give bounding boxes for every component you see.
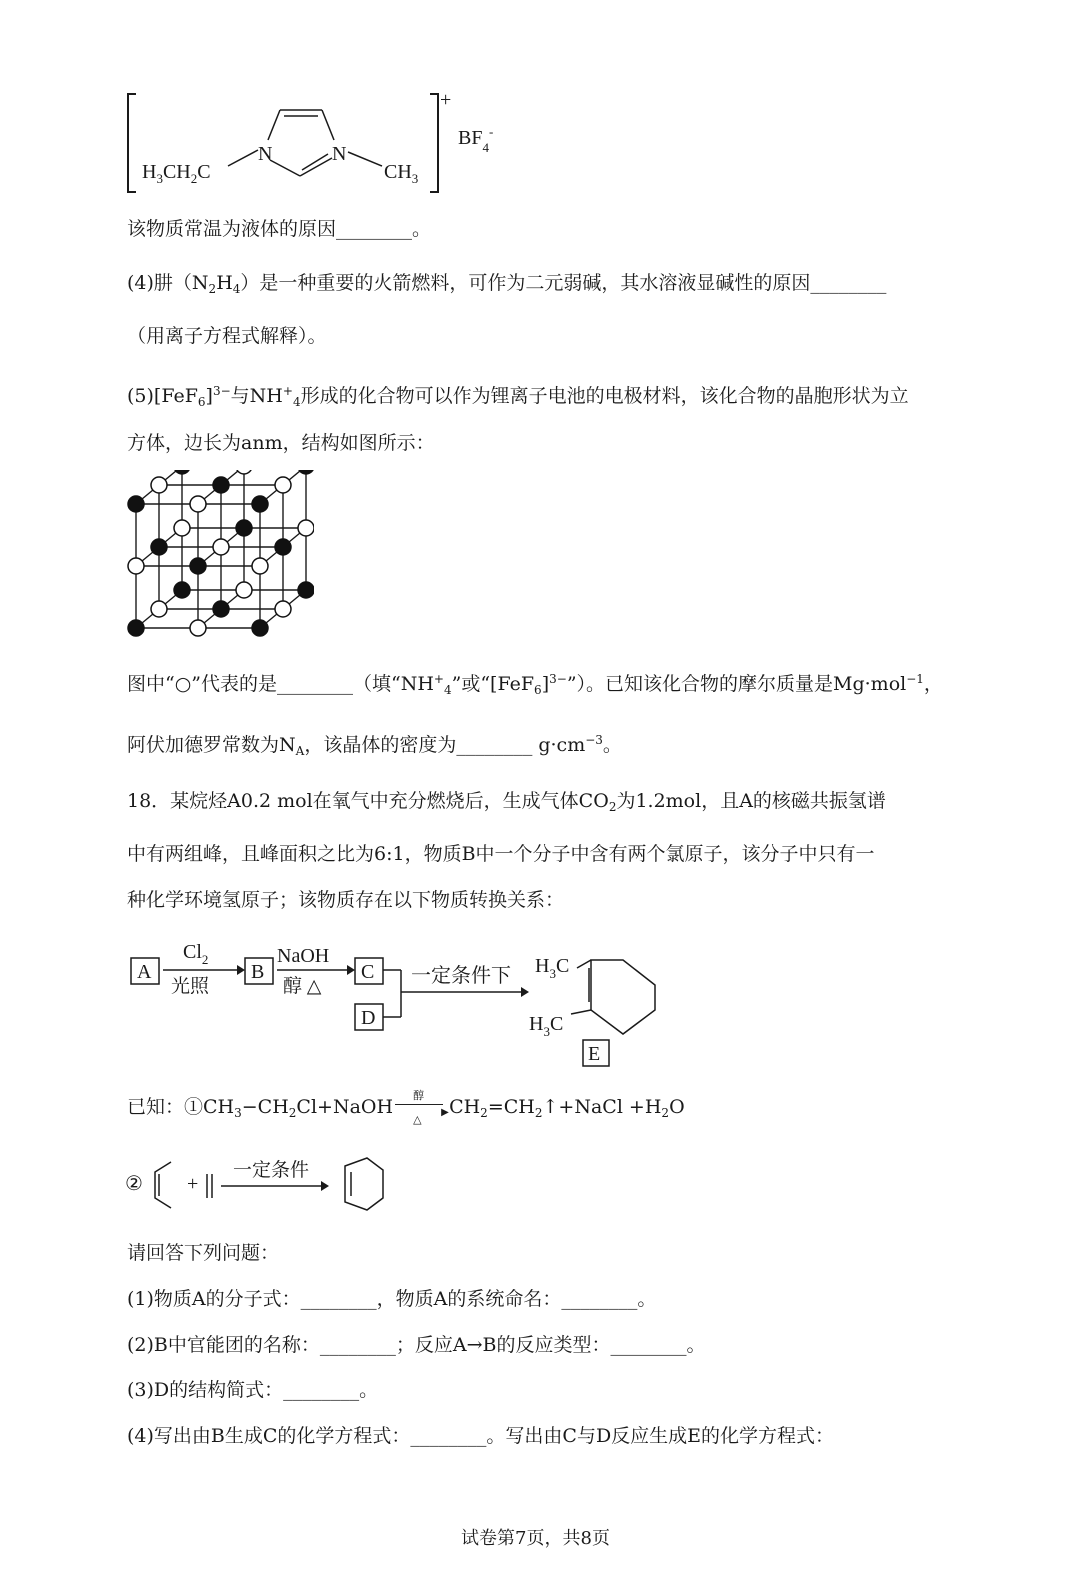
- filled-ion: [275, 539, 291, 555]
- h3c-top: $H_3C$: [535, 955, 570, 981]
- filled-ion: [151, 539, 167, 555]
- reaction-scheme: [125, 930, 685, 1070]
- left-group: $H_3CH_2C$: [142, 161, 211, 186]
- box-d: D: [361, 1007, 376, 1029]
- open-ion: [190, 496, 206, 512]
- known-reaction-1: 已知：$①CH_3-CH_2Cl+NaOH$ 醇 ▶ △ $CH_2=CH_2↑+NaCl +H_2O$: [127, 1089, 685, 1126]
- anion: $BF_4^-$: [458, 124, 494, 155]
- q17-part5-line3: 图中“○”代表的是________（填“$NH^+_4$”或“$[FeF_6]^{3-}$”）。已知该化合物的摩尔质量是Mg·mol$^{-1}$，: [127, 672, 943, 697]
- known-reaction-2: [125, 1150, 405, 1220]
- n-right: N: [332, 143, 347, 165]
- filled-ion: [128, 620, 144, 636]
- ionic-liquid-structure: [120, 88, 510, 198]
- filled-ion: [252, 620, 268, 636]
- open-ion: [275, 601, 291, 617]
- filled-ion: [298, 582, 314, 598]
- cation-charge: +: [440, 89, 452, 111]
- filled-ion: [236, 520, 252, 536]
- right-group: $CH_3$: [384, 161, 419, 186]
- box-c: C: [361, 961, 375, 983]
- known2-condition: 一定条件: [233, 1160, 310, 1181]
- filled-ion: [190, 558, 206, 574]
- open-ion: [252, 558, 268, 574]
- q17-liquid-reason: 该物质常温为液体的原因________。: [127, 218, 432, 240]
- known2-plus: +: [187, 1173, 199, 1195]
- q17-part5-line2: 方体，边长为anm，结构如图所示：: [127, 432, 435, 454]
- open-ion: [151, 477, 167, 493]
- filled-ion: [174, 470, 190, 474]
- n-left: N: [258, 143, 273, 165]
- q18-sub3: (3)D的结构简式：________。: [127, 1379, 379, 1401]
- open-ion: [236, 582, 252, 598]
- open-ion: [236, 470, 252, 474]
- q17-part4-line2: （用离子方程式解释）。: [127, 325, 327, 347]
- crystal-cell-figure: [124, 470, 314, 642]
- open-ion: [174, 520, 190, 536]
- cl2-label: $Cl_2$: [183, 941, 209, 967]
- naoh-label: NaOH: [277, 945, 330, 967]
- open-ion: [128, 558, 144, 574]
- open-ion: [213, 539, 229, 555]
- filled-ion: [213, 477, 229, 493]
- h3c-bottom: $H_3C$: [529, 1013, 564, 1039]
- q18-line2: 中有两组峰，且峰面积之比为6:1，物质B中一个分子中含有两个氯原子，该分子中只有一: [127, 843, 875, 865]
- q18-sub4: (4)写出由B生成C的化学方程式：________。写出由C与D反应生成E的化学方程式：: [127, 1425, 835, 1447]
- q17-part5-line1: $(5)[FeF_6]^{3-}$与$NH^+_4$形成的化合物可以作为锂离子电池的电极材料，该化合物的晶胞形状为立: [127, 384, 909, 409]
- filled-ion: [174, 582, 190, 598]
- box-a: A: [137, 961, 152, 983]
- box-e: E: [588, 1043, 601, 1065]
- q18-prompt: 请回答下列问题：: [127, 1242, 280, 1264]
- open-ion: [275, 477, 291, 493]
- open-ion: [151, 601, 167, 617]
- page-footer: 试卷第7页，共8页: [461, 1528, 610, 1549]
- alcohol-heat-label: 醇 △: [283, 976, 322, 997]
- filled-ion: [128, 496, 144, 512]
- q17-part5-line4: 阿伏加德罗常数为$N_A$，该晶体的密度为________ $g\cdot cm^{-3}$。: [127, 733, 622, 758]
- q18-line1: 18．某烷烃A0.2 mol在氧气中充分燃烧后，生成气体$CO_2$为1.2mol，且A的核磁共振氢谱: [127, 790, 886, 814]
- filled-ion: [252, 496, 268, 512]
- box-b: B: [251, 961, 265, 983]
- q18-sub2: (2)B中官能团的名称：________；反应A→B的反应类型：________。: [127, 1334, 706, 1356]
- q18-line3: 种化学环境氢原子；该物质存在以下物质转换关系：: [127, 889, 565, 911]
- open-ion: [190, 620, 206, 636]
- q17-part4-line1: (4)肼$(N_2H_4)$是一种重要的火箭燃料，可作为二元弱碱，其水溶液显碱性的原因________: [127, 272, 887, 296]
- alcohol-heat-arrow: 醇 ▶ △: [395, 1095, 447, 1115]
- filled-ion: [213, 601, 229, 617]
- open-ion: [298, 520, 314, 536]
- filled-ion: [298, 470, 314, 474]
- known2-number: ②: [125, 1173, 143, 1195]
- condition-label: 一定条件下: [411, 965, 511, 987]
- light-label: 光照: [171, 976, 210, 997]
- q18-sub1: (1)物质A的分子式：________，物质A的系统命名：________。: [127, 1288, 657, 1310]
